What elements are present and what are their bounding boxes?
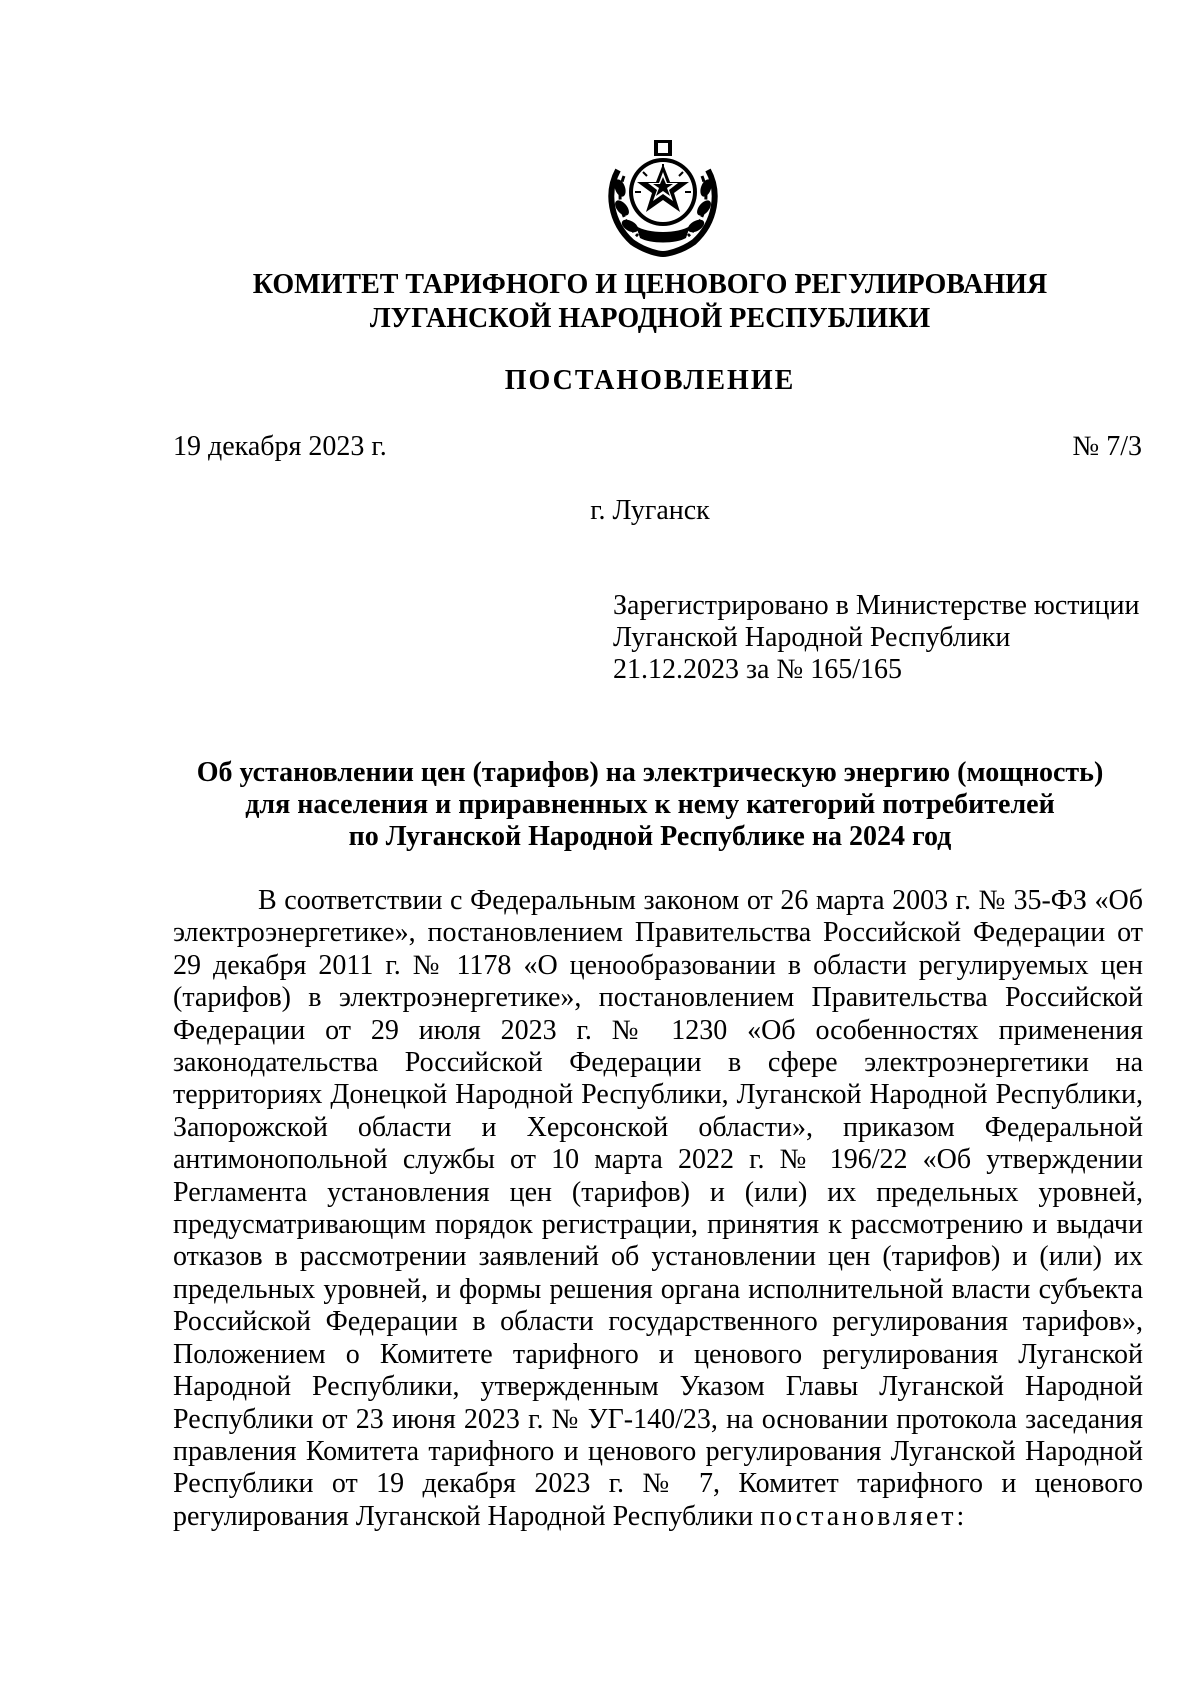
- document-date: 19 декабря 2023 г.: [173, 431, 387, 462]
- organization-title: [150, 268, 1150, 336]
- body-paragraph-text: В соответствии с Федеральным законом от 26 марта 2003 г. № 35-ФЗ «Об электроэнергетике», постановлением Правительства Российской Федерации от 29 декабря 2011 г. № 1178 «О ценообразовании в области регулируемых цен (тарифов) в электроэнергетике», постановлением Правительства Российской Федерации от 29 июля 2023 г. № 1230 «Об особенностях применения законодательства Российской Федерации в сфере электроэнергетики на территориях Донецкой Народной Республики, Луганской Народной Республики, Запорожской области и Херсонской области», приказом Федеральной антимонопольной службы от 10 марта 2022 г. № 196/22 «Об утверждении Регламента установления цен (тарифов) и (или) их предельных уровней, предусматривающим порядок регистрации, принятия к рассмотрению и выдачи отказов в рассмотрении заявлений об установлении цен (тарифов) и (или) их предельных уровней, и формы решения органа исполнительной власти субъекта Российской Федерации в области государственного регулирования тарифов», Положением о Комитете тарифного и ценового регулирования Луганской Народной Республики, утвержденным Указом Главы Луганской Народной Республики от 23 июня 2023 г. № УГ-140/23, на основании протокола заседания правления Комитета тарифного и ценового регулирования Луганской Народной Республики от 19 декабря 2023 г. № 7, Комитет тарифного и ценового регулирования Луганской Народной Республики: [173, 885, 1143, 1532]
- coat-of-arms-icon: [598, 130, 728, 260]
- subject-line: Об установлении цен (тарифов) на электрическую энергию (мощность): [196, 757, 1104, 788]
- organization-title-line: ЛУГАНСКОЙ НАРОДНОЙ РЕСПУБЛИКИ: [369, 303, 931, 334]
- registration-line: Луганской Народной Республики: [613, 622, 1011, 653]
- resolves-word: постановляет:: [760, 1500, 968, 1532]
- document-number: № 7/3: [1072, 431, 1142, 462]
- document-city: г. Луганск: [590, 495, 710, 526]
- document-type: ПОСТАНОВЛЕНИЕ: [504, 365, 796, 396]
- document-subject: [150, 757, 1150, 853]
- body-paragraph: [173, 885, 1143, 1533]
- subject-line: по Луганской Народной Республике на 2024 год: [348, 821, 952, 852]
- registration-line: Зарегистрировано в Министерстве юстиции: [613, 590, 1140, 621]
- registration-line: 21.12.2023 за № 165/165: [613, 654, 902, 685]
- subject-line: для населения и приравненных к нему категорий потребителей: [245, 789, 1055, 820]
- organization-title-line: КОМИТЕТ ТАРИФНОГО И ЦЕНОВОГО РЕГУЛИРОВАНИЯ: [252, 269, 1048, 300]
- registration-stamp: [613, 590, 1153, 686]
